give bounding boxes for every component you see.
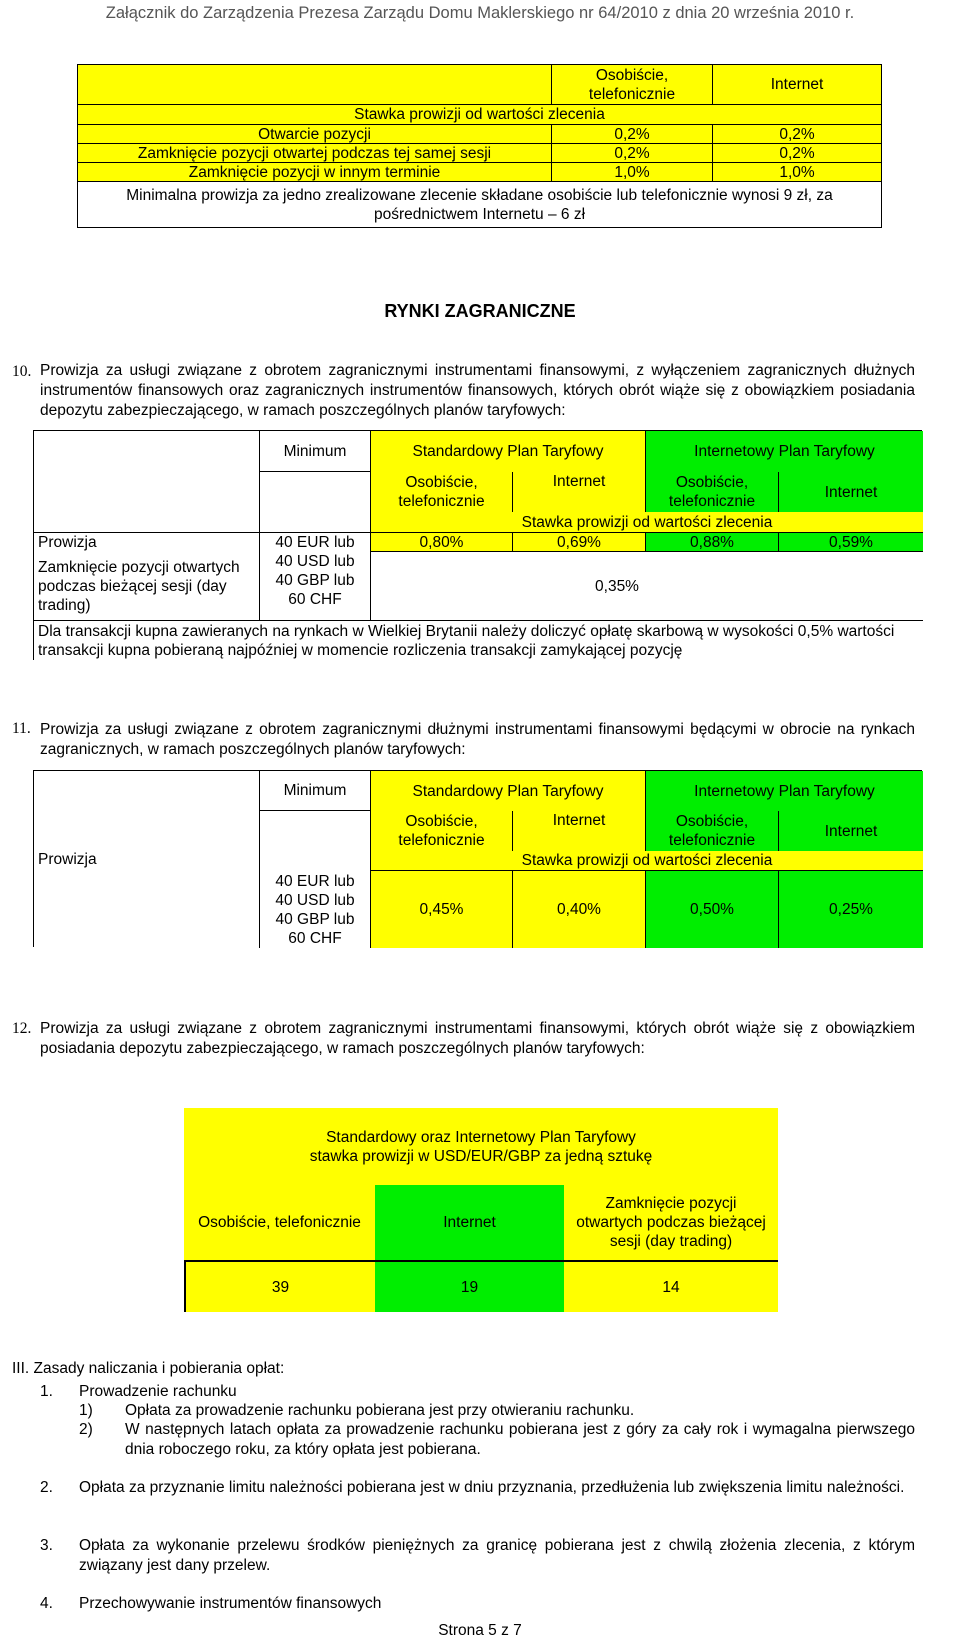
col-internet-header: Internet: [779, 811, 923, 851]
table12-title: [184, 1108, 778, 1185]
commission-table-12: [184, 1108, 778, 1312]
sub-item-number: 2): [79, 1421, 93, 1438]
minimum-header: Minimum: [260, 431, 371, 472]
col-internet-header: Internet: [513, 472, 646, 512]
rate-cell: 0,50%: [646, 870, 779, 948]
min-line: 40 EUR lub: [275, 534, 355, 551]
value-cell: 39: [184, 1260, 375, 1312]
commission-table-10: [33, 430, 922, 660]
rate-header: Stawka prowizji od wartości zlecenia: [371, 851, 923, 870]
rate-header: Stawka prowizji od wartości zlecenia: [371, 512, 923, 532]
rate-cell: 0,25%: [779, 870, 923, 948]
standard-plan-header: Standardowy Plan Taryfowy: [371, 771, 646, 811]
col-internet-header: Internet: [513, 811, 646, 851]
col-personal-header: Osobiście, telefonicznie: [184, 1185, 375, 1260]
list-item-number: 4.: [40, 1595, 53, 1612]
col-personal-header: Osobiście, telefonicznie: [371, 472, 513, 512]
page-header: Załącznik do Zarządzenia Prezesa Zarządu Domu Maklerskiego nr 64/2010 z dnia 20 września 2010 r.: [105, 4, 855, 22]
rate-cell: 1,0%: [552, 163, 713, 182]
list-item: Opłata za wykonanie przelewu środków pieniężnych za granicę pobierana jest z chwilą złożenia zlecenia, z którym związany jest dany przelew.: [79, 1537, 915, 1574]
paragraph-number: 10.: [12, 363, 32, 380]
rate-cell: 0,2%: [713, 144, 881, 163]
min-line: 40 USD lub: [275, 892, 355, 909]
min-line: 60 CHF: [288, 591, 342, 608]
commission-table-top: [77, 64, 882, 228]
rate-cell: 0,45%: [371, 870, 513, 948]
col-personal-header: Osobiście, telefonicznie: [371, 811, 513, 851]
row-label: Zamknięcie pozycji w innym terminie: [78, 163, 552, 182]
col-internet-header: Internet: [713, 65, 881, 105]
col-day-trading-header: Zamknięcie pozycji otwartych podczas bieżącej sesji (day trading): [564, 1185, 778, 1260]
sub-item: W następnych latach opłata za prowadzenie rachunku pobierana jest z góry za cały rok i wymagalna pierwszego dnia roboczego roku, za który opłata jest pobierana.: [125, 1421, 915, 1458]
row-label: Otwarcie pozycji: [78, 125, 552, 144]
section-3-title: III. Zasady naliczania i pobierania opłat:: [12, 1360, 285, 1377]
rate-cell: 0,2%: [552, 144, 713, 163]
rate-cell: 0,40%: [513, 870, 646, 948]
table12-title-line: stawka prowizji w USD/EUR/GBP za jedną sztukę: [309, 1147, 653, 1165]
list-item-number: 3.: [40, 1537, 53, 1554]
row-label: Zamknięcie pozycji otwartej podczas tej samej sesji: [78, 144, 552, 163]
row-label-commission: Prowizja: [34, 532, 260, 552]
rate-cell: 0,59%: [779, 532, 923, 552]
commission-table-11: [33, 770, 922, 947]
list-item-number: 1.: [40, 1383, 53, 1400]
table12-title-line: Standardowy oraz Internetowy Plan Taryfowy: [326, 1128, 636, 1146]
page-number: Strona 5 z 7: [438, 1622, 522, 1639]
rate-cell: 1,0%: [713, 163, 881, 182]
value-cell: 19: [375, 1260, 564, 1312]
minimum-note: Minimalna prowizja za jedno zrealizowane zlecenie składane osobiście lub telefonicznie wynosi 9 zł, za pośrednictwem Internetu – 6 zł: [78, 182, 881, 227]
paragraph-12: Prowizja za usługi związane z obrotem zagranicznymi instrumentami finansowymi, których obrót wiąże się z obowiązkiem posiadania depozytu zabezpieczającego, w ramach poszczególnych planów taryfowych:: [40, 1020, 915, 1057]
min-line: 60 CHF: [288, 930, 342, 947]
rate-cell: 0,88%: [646, 532, 779, 552]
list-item: Przechowywanie instrumentów finansowych: [79, 1595, 382, 1612]
col-personal-header: Osobiście, telefonicznie: [646, 811, 779, 851]
col-personal-header: Osobiście, telefonicznie: [552, 65, 713, 105]
row-label-day-trading: Zamknięcie pozycji otwartych podczas bieżącej sesji (day trading): [34, 552, 260, 620]
min-line: 40 GBP lub: [275, 911, 355, 928]
internet-plan-header: Internetowy Plan Taryfowy: [646, 431, 923, 472]
minimum-header: Minimum: [260, 771, 371, 811]
blank-cell: [34, 431, 260, 532]
list-item: Opłata za przyznanie limitu należności pobierana jest w dniu przyznania, przedłużenia lub zwiększenia limitu należności.: [79, 1479, 905, 1496]
min-line: 40 EUR lub: [275, 873, 355, 890]
list-item-number: 2.: [40, 1479, 53, 1496]
col-internet-header: Internet: [779, 472, 923, 512]
paragraph-number: 12.: [12, 1020, 32, 1037]
section-title: RYNKI ZAGRANICZNE: [384, 301, 576, 321]
paragraph-number: 11.: [12, 720, 31, 737]
rate-cell: 0,2%: [552, 125, 713, 144]
min-line: 40 GBP lub: [275, 572, 355, 589]
value-cell: 14: [564, 1260, 778, 1312]
row-label-commission: Prowizja: [34, 771, 260, 948]
col-personal-header: Osobiście, telefonicznie: [646, 472, 779, 512]
standard-plan-header: Standardowy Plan Taryfowy: [371, 431, 646, 472]
rate-cell: 0,2%: [713, 125, 881, 144]
rate-header: Stawka prowizji od wartości zlecenia: [78, 105, 881, 125]
stamp-duty-note: Dla transakcji kupna zawieranych na rynkach w Wielkiej Brytanii należy doliczyć opłatę skarbową w wysokości 0,5% wartości transakcji kupna pobieraną najpóźniej w momencie rozliczenia transakcji zamykającej pozycję: [34, 620, 923, 661]
minimum-values: [260, 811, 371, 948]
internet-plan-header: Internetowy Plan Taryfowy: [646, 771, 923, 811]
rate-cell: 0,69%: [513, 532, 646, 552]
list-item: Prowadzenie rachunku: [79, 1383, 237, 1400]
paragraph-11: Prowizja za usługi związane z obrotem zagranicznymi dłużnymi instrumentami finansowymi będącymi w obrocie na rynkach zagranicznych, w ramach poszczególnych planów taryfowych:: [40, 721, 915, 758]
min-line: 40 USD lub: [275, 553, 355, 570]
blank-cell: [260, 472, 371, 532]
sub-item-number: 1): [79, 1402, 93, 1419]
paragraph-10: Prowizja za usługi związane z obrotem zagranicznymi instrumentami finansowymi, z wyłączeniem zagranicznych dłużnych instrumentów finansowych oraz zagranicznych instrumentów finansowych, których obrót wiąże się z obowiązkiem posiadania depozytu zabezpieczającego, w ramach poszczególnych planów taryfowych:: [40, 362, 915, 419]
blank-cell: [78, 65, 552, 105]
day-trading-rate: 0,35%: [371, 552, 923, 620]
sub-item: Opłata za prowadzenie rachunku pobierana jest przy otwieraniu rachunku.: [125, 1402, 635, 1419]
col-internet-header: Internet: [375, 1185, 564, 1260]
rate-cell: 0,80%: [371, 532, 513, 552]
minimum-values: [260, 532, 371, 620]
